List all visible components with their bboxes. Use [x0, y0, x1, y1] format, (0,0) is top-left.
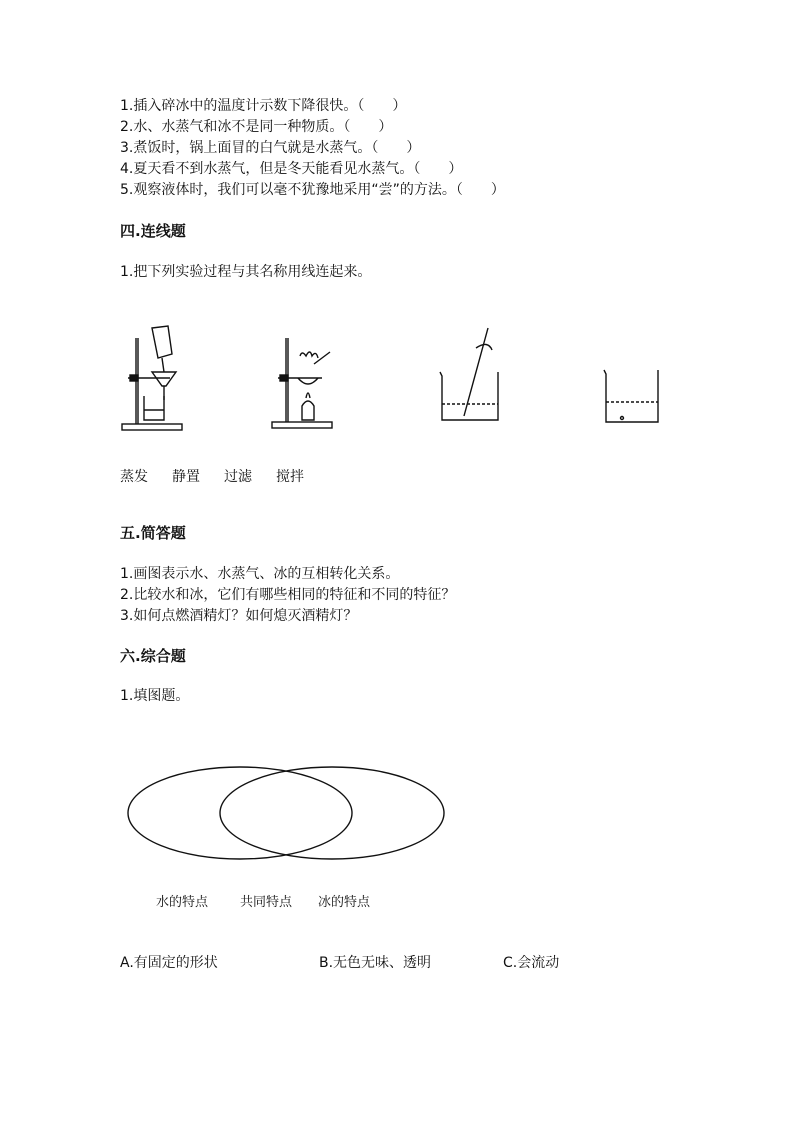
still-beaker-figure	[600, 366, 664, 426]
experiment-name-3: 过滤	[224, 469, 252, 485]
judgement-item-4: 4.夏天看不到水蒸气，但是冬天能看见水蒸气。（ ）	[120, 161, 463, 177]
judgement-item-3: 3.煮饭时，锅上面冒的白气就是水蒸气。（ ）	[120, 140, 421, 156]
venn-label-water: 水的特点	[156, 895, 209, 910]
short-answer-3: 3.如何点燃酒精灯？如何熄灭酒精灯？	[120, 608, 358, 624]
venn-label-ice: 冰的特点	[318, 895, 371, 910]
experiment-name-4: 搅拌	[276, 469, 304, 485]
option-c: C.会流动	[503, 955, 560, 971]
filtration-apparatus-figure	[118, 324, 190, 434]
section-6-title: 六.综合题	[120, 647, 186, 665]
short-answer-2: 2.比较水和冰，它们有哪些相同的特征和不同的特征？	[120, 587, 456, 603]
section-4-question: 1.把下列实验过程与其名称用线连起来。	[120, 264, 372, 280]
section-5-title: 五.简答题	[120, 524, 186, 542]
evaporation-apparatus-figure	[268, 328, 340, 432]
judgement-item-2: 2.水、水蒸气和冰不是同一种物质。（ ）	[120, 119, 393, 135]
judgement-item-1: 1.插入碎冰中的温度计示数下降很快。（ ）	[120, 98, 407, 114]
section-4-title: 四.连线题	[120, 222, 186, 240]
experiment-name-2: 静置	[172, 469, 200, 485]
venn-circle-ice	[220, 767, 444, 859]
venn-circle-water	[128, 767, 352, 859]
short-answer-1: 1.画图表示水、水蒸气、冰的互相转化关系。	[120, 566, 400, 582]
stirring-beaker-figure	[436, 326, 502, 426]
judgement-item-5: 5.观察液体时，我们可以毫不犹豫地采用“尝”的方法。（ ）	[120, 182, 505, 198]
venn-label-common: 共同特点	[240, 895, 293, 910]
experiment-name-1: 蒸发	[120, 469, 148, 485]
section-6-question: 1.填图题。	[120, 688, 190, 704]
option-a: A.有固定的形状	[120, 955, 218, 971]
venn-diagram	[126, 764, 448, 862]
option-b: B.无色无味、透明	[319, 955, 432, 971]
